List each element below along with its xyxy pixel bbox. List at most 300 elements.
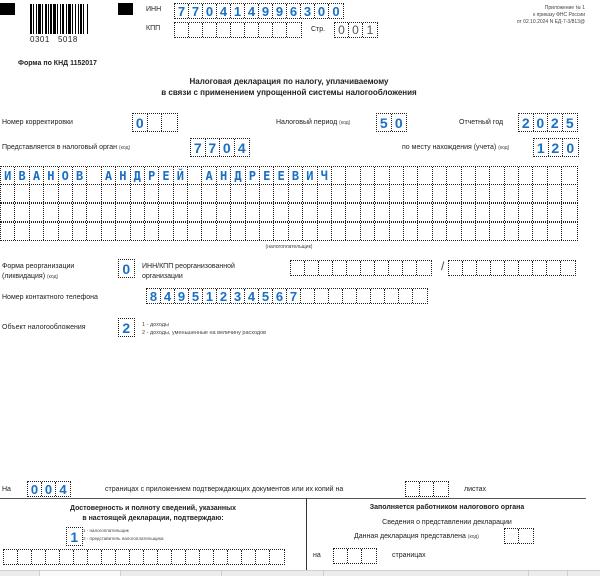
input-cell[interactable]	[130, 550, 144, 564]
input-cell[interactable]: 1	[70, 528, 79, 545]
input-cell[interactable]	[346, 204, 360, 221]
input-cell[interactable]	[561, 261, 575, 275]
input-cell[interactable]	[533, 223, 547, 240]
input-cell[interactable]	[256, 550, 270, 564]
input-cell[interactable]	[343, 289, 357, 303]
input-cell[interactable]	[87, 223, 101, 240]
input-cell[interactable]	[346, 167, 360, 184]
input-cell[interactable]	[418, 204, 432, 221]
input-cell[interactable]	[246, 185, 260, 202]
input-cell[interactable]	[87, 167, 101, 184]
input-cell[interactable]	[332, 167, 346, 184]
input-cell[interactable]	[357, 289, 371, 303]
input-cell[interactable]	[73, 223, 87, 240]
sheet-tab[interactable]	[324, 571, 529, 576]
input-cell[interactable]	[174, 185, 188, 202]
input-cell[interactable]	[390, 204, 404, 221]
inn-field[interactable]	[174, 3, 344, 19]
input-cell[interactable]: 4	[217, 4, 231, 18]
input-cell[interactable]	[174, 223, 188, 240]
input-cell[interactable]: 9	[259, 4, 273, 18]
input-cell[interactable]: 3	[231, 289, 245, 303]
input-cell[interactable]	[463, 261, 477, 275]
input-cell[interactable]: 7	[175, 4, 189, 18]
input-cell[interactable]	[346, 185, 360, 202]
sheet-tab[interactable]	[121, 571, 222, 576]
input-cell[interactable]	[44, 223, 58, 240]
input-cell[interactable]: В	[289, 167, 303, 184]
input-cell[interactable]	[462, 185, 476, 202]
input-cell[interactable]	[46, 550, 60, 564]
input-cell[interactable]	[73, 185, 87, 202]
input-cell[interactable]	[131, 223, 145, 240]
input-cell[interactable]	[332, 223, 346, 240]
input-cell[interactable]: А	[102, 167, 116, 184]
input-cell[interactable]	[1, 223, 15, 240]
input-cell[interactable]	[404, 185, 418, 202]
input-cell[interactable]	[476, 223, 490, 240]
input-cell[interactable]: Е	[159, 167, 173, 184]
input-cell[interactable]	[214, 550, 228, 564]
input-cell[interactable]: И	[303, 167, 317, 184]
input-cell[interactable]: 0	[332, 3, 340, 19]
input-cell[interactable]	[362, 549, 376, 563]
input-cell[interactable]	[102, 223, 116, 240]
input-cell[interactable]: Р	[246, 167, 260, 184]
input-cell[interactable]	[449, 261, 463, 275]
input-cell[interactable]	[1, 185, 15, 202]
input-cell[interactable]	[548, 167, 562, 184]
input-cell[interactable]	[231, 223, 245, 240]
input-cell[interactable]	[519, 204, 533, 221]
input-cell[interactable]	[188, 167, 202, 184]
input-cell[interactable]	[562, 223, 576, 240]
input-cell[interactable]	[375, 204, 389, 221]
input-cell[interactable]	[289, 204, 303, 221]
input-cell[interactable]	[73, 204, 87, 221]
input-cell[interactable]	[433, 204, 447, 221]
input-cell[interactable]: Н	[116, 167, 130, 184]
input-cell[interactable]: 1	[231, 4, 245, 18]
input-cell[interactable]	[332, 185, 346, 202]
input-cell[interactable]	[562, 167, 576, 184]
input-cell[interactable]	[186, 550, 200, 564]
input-cell[interactable]	[403, 261, 417, 275]
tax-period-field[interactable]	[376, 113, 407, 132]
input-cell[interactable]	[433, 223, 447, 240]
input-cell[interactable]: 9	[273, 4, 287, 18]
input-cell[interactable]	[189, 23, 203, 37]
input-cell[interactable]	[30, 204, 44, 221]
pages-count-field[interactable]	[27, 481, 71, 497]
input-cell[interactable]: 0	[534, 114, 549, 131]
input-cell[interactable]: И	[1, 167, 15, 184]
input-cell[interactable]: 8	[147, 289, 161, 303]
input-cell[interactable]: 6	[287, 4, 301, 18]
input-cell[interactable]	[533, 167, 547, 184]
page-number-field[interactable]	[334, 22, 378, 38]
input-cell[interactable]	[333, 261, 347, 275]
input-cell[interactable]: 3	[301, 4, 315, 18]
input-cell[interactable]	[548, 204, 562, 221]
input-cell[interactable]	[315, 289, 329, 303]
input-cell[interactable]	[60, 550, 74, 564]
phone-field[interactable]	[146, 288, 428, 304]
input-cell[interactable]	[375, 185, 389, 202]
input-cell[interactable]	[434, 482, 448, 496]
input-cell[interactable]	[116, 204, 130, 221]
input-cell[interactable]	[18, 550, 32, 564]
input-cell[interactable]: 0	[394, 114, 403, 131]
input-cell[interactable]: Е	[274, 167, 288, 184]
input-cell[interactable]	[30, 223, 44, 240]
input-cell[interactable]	[375, 167, 389, 184]
input-cell[interactable]	[303, 185, 317, 202]
input-cell[interactable]	[274, 204, 288, 221]
input-cell[interactable]	[346, 223, 360, 240]
input-cell[interactable]: 0	[28, 482, 42, 496]
input-cell[interactable]: Ч	[318, 167, 332, 184]
input-cell[interactable]	[200, 550, 214, 564]
input-cell[interactable]	[347, 261, 361, 275]
input-cell[interactable]	[375, 261, 389, 275]
input-cell[interactable]: В	[73, 167, 87, 184]
input-cell[interactable]	[413, 289, 427, 303]
input-cell[interactable]: 2	[122, 319, 131, 336]
input-cell[interactable]: Р	[145, 167, 159, 184]
signer-name-field[interactable]	[3, 549, 285, 565]
input-cell[interactable]	[188, 223, 202, 240]
input-cell[interactable]	[547, 261, 561, 275]
input-cell[interactable]	[217, 23, 231, 37]
input-cell[interactable]	[162, 114, 177, 131]
input-cell[interactable]	[433, 167, 447, 184]
reorg-form-field[interactable]	[118, 259, 135, 278]
input-cell[interactable]	[505, 204, 519, 221]
reorg-inn-field[interactable]	[290, 260, 432, 276]
input-cell[interactable]: 0	[122, 260, 131, 277]
input-cell[interactable]	[562, 204, 576, 221]
input-cell[interactable]	[533, 185, 547, 202]
input-cell[interactable]	[245, 23, 259, 37]
input-cell[interactable]	[348, 549, 362, 563]
input-cell[interactable]: Д	[231, 167, 245, 184]
input-cell[interactable]	[159, 204, 173, 221]
input-cell[interactable]	[231, 185, 245, 202]
input-cell[interactable]: 4	[161, 289, 175, 303]
input-cell[interactable]	[88, 550, 102, 564]
input-cell[interactable]	[361, 204, 375, 221]
input-cell[interactable]	[159, 223, 173, 240]
input-cell[interactable]	[273, 23, 287, 37]
input-cell[interactable]	[188, 204, 202, 221]
input-cell[interactable]	[319, 261, 333, 275]
input-cell[interactable]	[329, 289, 343, 303]
input-cell[interactable]	[301, 289, 315, 303]
input-cell[interactable]	[533, 261, 547, 275]
input-cell[interactable]: О	[59, 167, 73, 184]
input-cell[interactable]	[145, 185, 159, 202]
input-cell[interactable]: 5	[259, 289, 273, 303]
input-cell[interactable]: 0	[349, 23, 363, 37]
input-cell[interactable]: 5	[377, 114, 392, 131]
input-cell[interactable]	[490, 204, 504, 221]
input-cell[interactable]: Д	[131, 167, 145, 184]
input-cell[interactable]	[202, 223, 216, 240]
input-cell[interactable]	[144, 550, 158, 564]
input-cell[interactable]	[406, 482, 420, 496]
input-cell[interactable]	[332, 204, 346, 221]
input-cell[interactable]	[116, 550, 130, 564]
input-cell[interactable]	[548, 185, 562, 202]
input-cell[interactable]	[203, 23, 217, 37]
sheets-count-field[interactable]	[405, 481, 449, 497]
input-cell[interactable]	[274, 185, 288, 202]
input-cell[interactable]	[361, 261, 375, 275]
input-cell[interactable]	[389, 261, 403, 275]
input-cell[interactable]	[242, 550, 256, 564]
input-cell[interactable]: 0	[220, 139, 235, 156]
input-cell[interactable]: 0	[133, 114, 148, 131]
input-cell[interactable]	[217, 223, 231, 240]
input-cell[interactable]	[87, 204, 101, 221]
input-cell[interactable]	[385, 289, 399, 303]
input-cell[interactable]: 7	[287, 289, 301, 303]
input-cell[interactable]: 0	[315, 4, 329, 18]
input-cell[interactable]	[30, 185, 44, 202]
input-cell[interactable]: 4	[237, 139, 246, 156]
taxpayer-name-row[interactable]	[0, 166, 578, 185]
input-cell[interactable]	[116, 185, 130, 202]
input-cell[interactable]	[303, 204, 317, 221]
taxpayer-name-row[interactable]	[0, 203, 578, 222]
input-cell[interactable]	[260, 204, 274, 221]
report-year-field[interactable]	[518, 113, 578, 132]
input-cell[interactable]	[505, 223, 519, 240]
input-cell[interactable]: А	[30, 167, 44, 184]
input-cell[interactable]: Н	[217, 167, 231, 184]
input-cell[interactable]: 6	[273, 289, 287, 303]
input-cell[interactable]	[420, 482, 434, 496]
input-cell[interactable]	[490, 167, 504, 184]
input-cell[interactable]: 4	[245, 4, 259, 18]
input-cell[interactable]	[246, 223, 260, 240]
input-cell[interactable]	[505, 261, 519, 275]
input-cell[interactable]	[102, 550, 116, 564]
input-cell[interactable]	[433, 185, 447, 202]
input-cell[interactable]	[231, 23, 245, 37]
input-cell[interactable]	[404, 204, 418, 221]
correction-number-field[interactable]	[132, 113, 178, 132]
input-cell[interactable]	[361, 185, 375, 202]
input-cell[interactable]	[15, 185, 29, 202]
input-cell[interactable]: 7	[206, 139, 221, 156]
input-cell[interactable]	[131, 204, 145, 221]
input-cell[interactable]	[519, 529, 533, 543]
tax-office-pages-field[interactable]	[333, 548, 377, 564]
input-cell[interactable]	[289, 223, 303, 240]
input-cell[interactable]	[15, 223, 29, 240]
input-cell[interactable]	[116, 223, 130, 240]
input-cell[interactable]	[447, 204, 461, 221]
input-cell[interactable]	[1, 204, 15, 221]
input-cell[interactable]	[202, 185, 216, 202]
input-cell[interactable]: 0	[203, 4, 217, 18]
sheet-tab-active[interactable]	[40, 571, 121, 576]
input-cell[interactable]	[44, 185, 58, 202]
input-cell[interactable]	[202, 204, 216, 221]
input-cell[interactable]: 1	[203, 289, 217, 303]
input-cell[interactable]	[477, 261, 491, 275]
input-cell[interactable]: 5	[189, 289, 203, 303]
input-cell[interactable]	[447, 185, 461, 202]
input-cell[interactable]: 0	[335, 23, 349, 37]
input-cell[interactable]	[505, 167, 519, 184]
input-cell[interactable]	[287, 23, 301, 37]
sheet-tab[interactable]	[0, 571, 40, 576]
input-cell[interactable]	[390, 167, 404, 184]
input-cell[interactable]	[491, 261, 505, 275]
input-cell[interactable]	[519, 167, 533, 184]
input-cell[interactable]: 7	[189, 4, 203, 18]
input-cell[interactable]	[462, 167, 476, 184]
input-cell[interactable]	[519, 185, 533, 202]
input-cell[interactable]	[390, 185, 404, 202]
tax-authority-field[interactable]	[190, 138, 250, 157]
input-cell[interactable]	[303, 223, 317, 240]
input-cell[interactable]	[274, 223, 288, 240]
input-cell[interactable]	[562, 185, 576, 202]
input-cell[interactable]: 1	[534, 139, 549, 156]
input-cell[interactable]	[490, 185, 504, 202]
input-cell[interactable]: 4	[59, 481, 67, 497]
input-cell[interactable]: 0	[42, 482, 56, 496]
input-cell[interactable]	[418, 167, 432, 184]
input-cell[interactable]	[172, 550, 186, 564]
location-field[interactable]	[533, 138, 579, 157]
input-cell[interactable]	[404, 223, 418, 240]
tax-object-field[interactable]	[118, 318, 135, 337]
input-cell[interactable]: В	[15, 167, 29, 184]
input-cell[interactable]	[505, 529, 519, 543]
input-cell[interactable]	[260, 185, 274, 202]
input-cell[interactable]	[131, 185, 145, 202]
input-cell[interactable]	[246, 204, 260, 221]
input-cell[interactable]	[217, 204, 231, 221]
input-cell[interactable]	[145, 223, 159, 240]
input-cell[interactable]	[217, 185, 231, 202]
input-cell[interactable]	[361, 167, 375, 184]
input-cell[interactable]	[102, 185, 116, 202]
input-cell[interactable]	[148, 114, 163, 131]
input-cell[interactable]	[159, 185, 173, 202]
taxpayer-name-row[interactable]	[0, 184, 578, 203]
input-cell[interactable]	[289, 185, 303, 202]
input-cell[interactable]	[404, 167, 418, 184]
input-cell[interactable]	[174, 204, 188, 221]
input-cell[interactable]	[305, 261, 319, 275]
input-cell[interactable]	[519, 223, 533, 240]
input-cell[interactable]: Й	[174, 167, 188, 184]
input-cell[interactable]	[318, 223, 332, 240]
input-cell[interactable]	[59, 223, 73, 240]
input-cell[interactable]	[447, 167, 461, 184]
input-cell[interactable]	[145, 204, 159, 221]
input-cell[interactable]	[15, 204, 29, 221]
input-cell[interactable]: 0	[566, 139, 575, 156]
input-cell[interactable]: 4	[245, 289, 259, 303]
kpp-field[interactable]	[174, 22, 302, 38]
input-cell[interactable]	[462, 204, 476, 221]
submitted-method-field[interactable]	[504, 528, 534, 544]
input-cell[interactable]: 7	[191, 139, 206, 156]
input-cell[interactable]	[44, 204, 58, 221]
input-cell[interactable]	[371, 289, 385, 303]
input-cell[interactable]	[399, 289, 413, 303]
sheet-tab[interactable]	[222, 571, 324, 576]
input-cell[interactable]	[375, 223, 389, 240]
input-cell[interactable]: 5	[565, 114, 574, 131]
input-cell[interactable]	[291, 261, 305, 275]
input-cell[interactable]	[59, 204, 73, 221]
input-cell[interactable]	[533, 204, 547, 221]
input-cell[interactable]	[476, 167, 490, 184]
input-cell[interactable]	[548, 223, 562, 240]
input-cell[interactable]: Е	[260, 167, 274, 184]
reorg-kpp-field[interactable]	[448, 260, 576, 276]
input-cell[interactable]	[32, 550, 46, 564]
input-cell[interactable]	[462, 223, 476, 240]
input-cell[interactable]: Н	[44, 167, 58, 184]
input-cell[interactable]	[417, 261, 431, 275]
input-cell[interactable]	[390, 223, 404, 240]
input-cell[interactable]	[418, 223, 432, 240]
input-cell[interactable]	[490, 223, 504, 240]
input-cell[interactable]	[259, 23, 273, 37]
input-cell[interactable]	[519, 261, 533, 275]
input-cell[interactable]	[59, 185, 73, 202]
taxpayer-name-row[interactable]	[0, 222, 578, 241]
confirm-signer-field[interactable]	[66, 527, 83, 546]
input-cell[interactable]	[476, 204, 490, 221]
input-cell[interactable]: 9	[175, 289, 189, 303]
input-cell[interactable]: 2	[549, 139, 564, 156]
input-cell[interactable]	[4, 550, 18, 564]
input-cell[interactable]	[270, 550, 284, 564]
input-cell[interactable]	[260, 223, 274, 240]
input-cell[interactable]	[231, 204, 245, 221]
input-cell[interactable]: 2	[519, 114, 534, 131]
input-cell[interactable]	[188, 185, 202, 202]
input-cell[interactable]	[361, 223, 375, 240]
input-cell[interactable]: 2	[548, 114, 563, 131]
input-cell[interactable]	[102, 204, 116, 221]
input-cell[interactable]	[228, 550, 242, 564]
input-cell[interactable]	[334, 549, 348, 563]
input-cell[interactable]	[447, 223, 461, 240]
input-cell[interactable]	[175, 23, 189, 37]
input-cell[interactable]: 2	[217, 289, 231, 303]
input-cell[interactable]	[87, 185, 101, 202]
input-cell[interactable]: А	[202, 167, 216, 184]
input-cell[interactable]	[318, 185, 332, 202]
input-cell[interactable]: 1	[366, 23, 374, 37]
sheet-tab[interactable]	[529, 571, 568, 576]
input-cell[interactable]	[74, 550, 88, 564]
input-cell[interactable]	[418, 185, 432, 202]
input-cell[interactable]	[158, 550, 172, 564]
input-cell[interactable]	[476, 185, 490, 202]
